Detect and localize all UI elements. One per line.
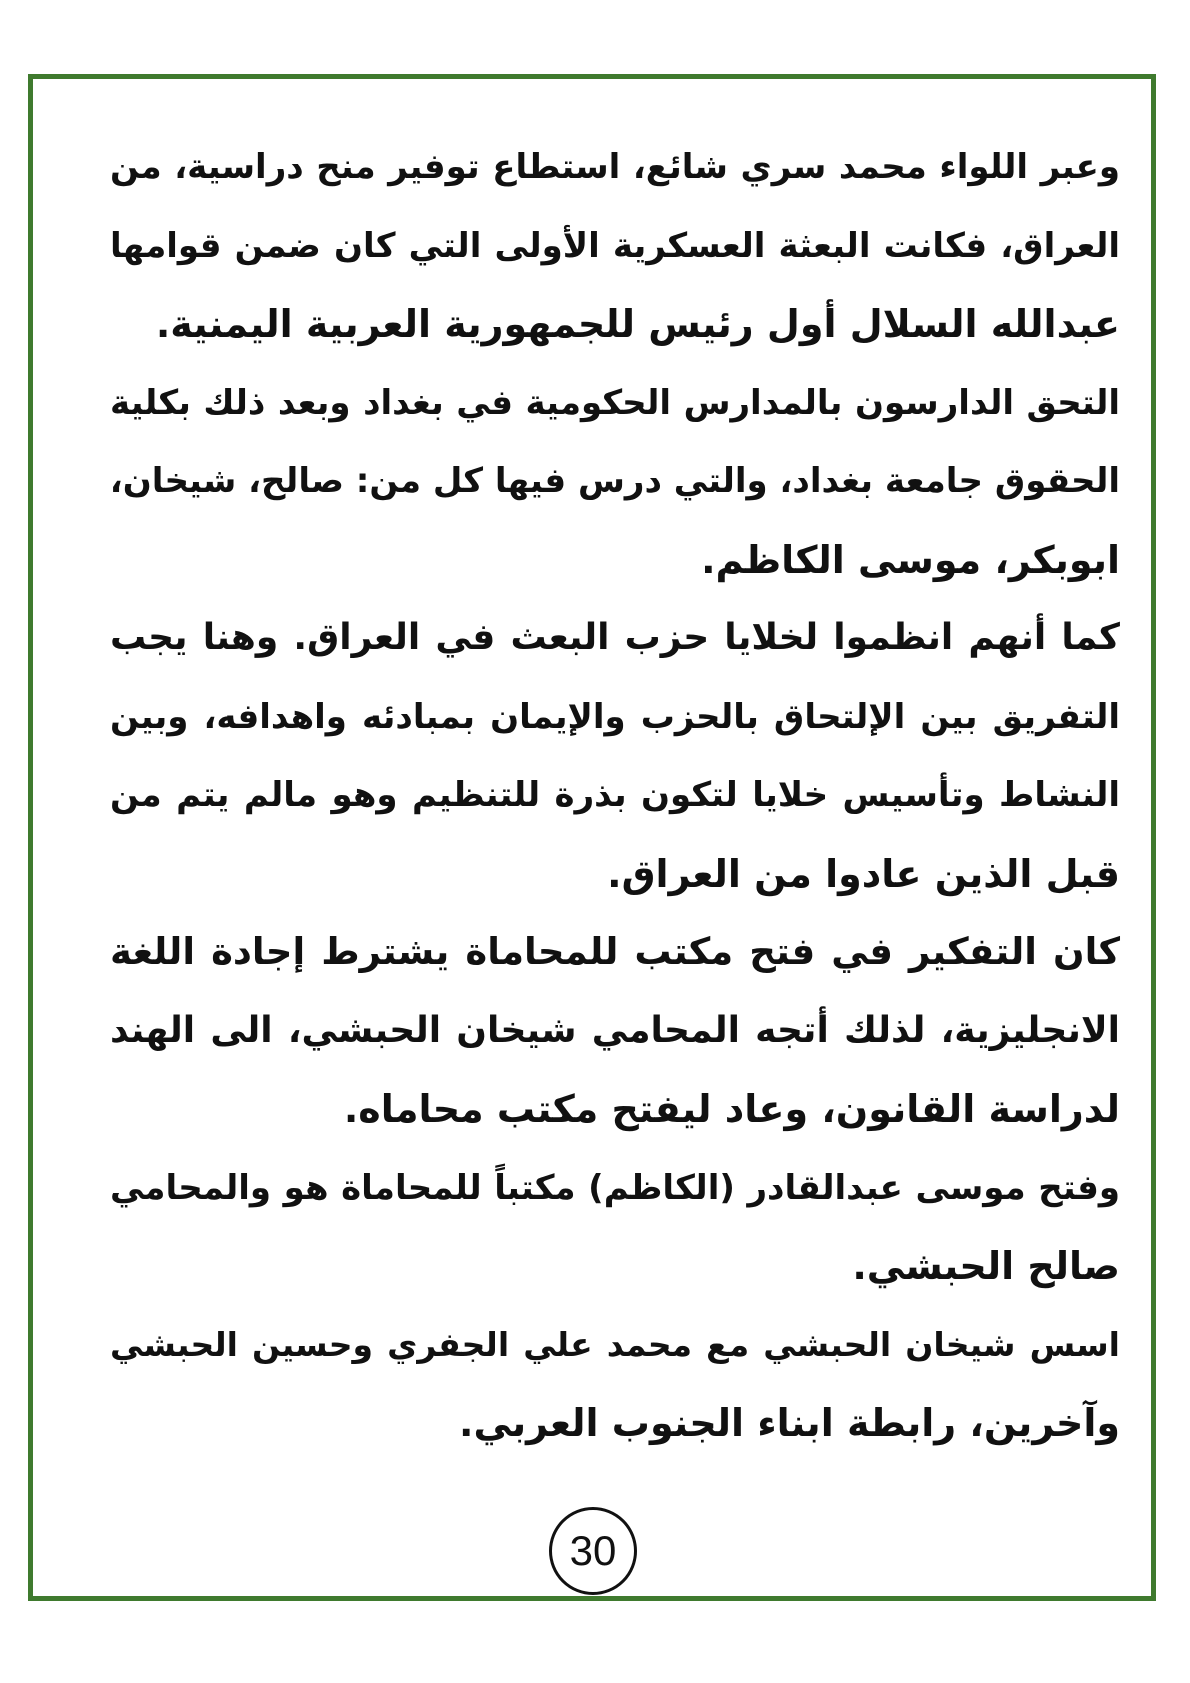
text-line: اسس شيخان الحبشي مع محمد علي الجفري وحسين الحبشي: [110, 1324, 1120, 1364]
text-line: عبدالله السلال أول رئيس للجمهورية العربية اليمنية.: [155, 302, 1120, 346]
text-line: التحق الدارسون بالمدارس الحكومية في بغداد وبعد ذلك بكلية: [110, 382, 1120, 423]
text-line: لدراسة القانون، وعاد ليفتح مكتب محاماه.: [343, 1087, 1120, 1131]
text-line: العراق، فكانت البعثة العسكرية الأولى التي كان ضمن قوامها: [110, 225, 1120, 266]
text-line: كما أنهم انظموا لخلايا حزب البعث في العراق. وهنا يجب: [110, 617, 1120, 658]
page-number: 30: [569, 1527, 617, 1574]
text-line: وعبر اللواء محمد سري شائع، استطاع توفير منح دراسية، من: [110, 147, 1120, 187]
text-line: ابوبكر، موسى الكاظم.: [701, 537, 1120, 582]
text-line: صالح الحبشي.: [852, 1244, 1120, 1288]
text-line: التفريق بين الإلتحاق بالحزب والإيمان بمبادئه واهدافه، وبين: [110, 696, 1120, 737]
text-line: وفتح موسى عبدالقادر (الكاظم) مكتباً للمحاماة هو والمحامي: [110, 1167, 1120, 1208]
text-line: وآخرين، رابطة ابناء الجنوب العربي.: [459, 1401, 1120, 1445]
body-text: [110, 128, 1120, 1463]
text-line: كان التفكير في فتح مكتب للمحاماة يشترط إجادة اللغة: [110, 930, 1120, 973]
text-line: الانجليزية، لذلك أتجه المحامي شيخان الحبشي، الى الهند: [110, 1009, 1120, 1051]
text-line: النشاط وتأسيس خلايا لتكون بذرة للتنظيم وهو مالم يتم من: [110, 775, 1120, 815]
text-line: الحقوق جامعة بغداد، والتي درس فيها كل من: صالح، شيخان،: [109, 461, 1120, 501]
page-number-badge: [549, 1507, 637, 1595]
text-line: قبل الذين عادوا من العراق.: [607, 851, 1120, 896]
